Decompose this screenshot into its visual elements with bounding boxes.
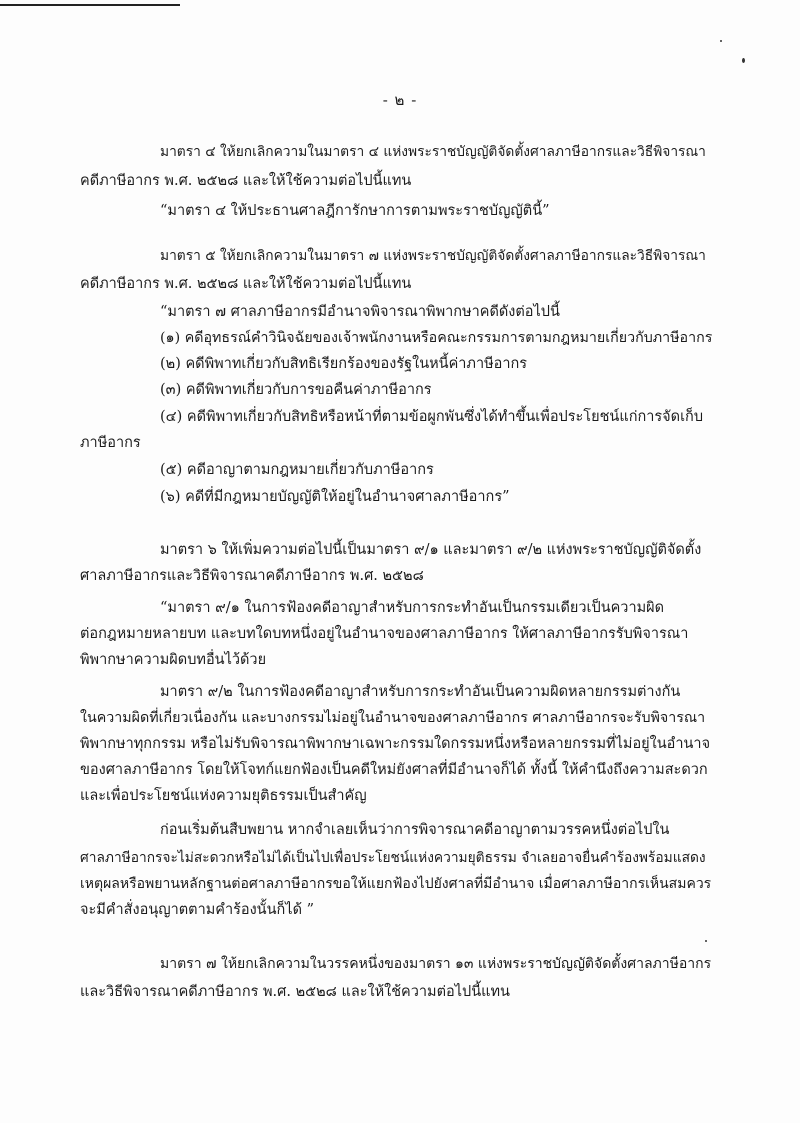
section-6-line-4: ต่อกฎหมายหลายบท และบทใดบทหนึ่งอยู่ในอำนาจของศาลภาษีอากร ให้ศาลภาษีอากรรับพิจารณา bbox=[80, 626, 689, 642]
page-number: - ๒ - bbox=[382, 91, 418, 109]
section-6-line-11: ก่อนเริ่มต้นสืบพยาน หากจำเลยเห็นว่าการพิจารณาคดีอาญาตามวรรคหนึ่งต่อไปใน bbox=[160, 822, 670, 838]
section-5-line-3: “มาตรา ๗ ศาลภาษีอากรมีอำนาจพิจารณาพิพากษาคดีดังต่อไปนี้ bbox=[160, 304, 560, 320]
section-6-line-9: ของศาลภาษีอากร โดยให้โจทก์แยกฟ้องเป็นคดีใหม่ยังศาลที่มีอำนาจก็ได้ ทั้งนี้ ให้คำนึงถึงความสะดวก bbox=[80, 762, 708, 778]
section-6-line-6: มาตรา ๙/๒ ในการฟ้องคดีอาญาสำหรับการกระทำอันเป็นความผิดหลายกรรมต่างกัน bbox=[160, 684, 681, 700]
section-6-line-8: พิพากษาทุกกรรม หรือไม่รับพิจารณาพิพากษาเฉพาะกรรมใดกรรมหนึ่งหรือหลายกรรมที่ไม่อยู่ในอำนาจ bbox=[80, 736, 711, 752]
section-5-item-6: (๖) คดีที่มีกฎหมายบัญญัติให้อยู่ในอำนาจศาลภาษีอากร” bbox=[160, 489, 510, 505]
section-7-line-1: มาตรา ๗ ให้ยกเลิกความในวรรคหนึ่งของมาตรา ๑๓ แห่งพระราชบัญญัติจัดตั้งศาลภาษีอากร bbox=[160, 956, 712, 972]
scan-speck bbox=[742, 58, 745, 63]
section-6-line-10: และเพื่อประโยชน์แห่งความยุติธรรมเป็นสำคัญ bbox=[80, 788, 367, 804]
section-5-item-4-cont: ภาษีอากร bbox=[80, 435, 141, 451]
section-4-line-3: “มาตรา ๔ ให้ประธานศาลฎีการักษาการตามพระราชบัญญัตินี้” bbox=[160, 203, 550, 219]
section-6-line-12: ศาลภาษีอากรจะไม่สะดวกหรือไม่ได้เป็นไปเพื่อประโยชน์แห่งความยุติธรรม จำเลยอาจยื่นคำร้องพร้อมแสดง bbox=[80, 850, 706, 866]
section-5-item-1: (๑) คดีอุทธรณ์คำวินิจฉัยของเจ้าพนักงานหรือคณะกรรมการตามกฎหมายเกี่ยวกับภาษีอากร bbox=[160, 330, 713, 346]
section-5-item-5: (๕) คดีอาญาตามกฎหมายเกี่ยวกับภาษีอากร bbox=[160, 462, 434, 478]
section-6-line-7: ในความผิดที่เกี่ยวเนื่องกัน และบางกรรมไม่อยู่ในอำนาจของศาลภาษีอากร ศาลภาษีอากรจะรับพิจารณา bbox=[80, 710, 706, 726]
section-5-item-4: (๔) คดีพิพาทเกี่ยวกับสิทธิหรือหน้าที่ตามข้อผูกพันซึ่งได้ทำขึ้นเพื่อประโยชน์แก่การจัดเก็บ bbox=[160, 409, 704, 425]
section-7-line-2: และวิธีพิจารณาคดีภาษีอากร พ.ศ. ๒๕๒๘ และให้ใช้ความต่อไปนี้แทน bbox=[80, 984, 510, 1000]
section-4-line-2: คดีภาษีอากร พ.ศ. ๒๕๒๘ และให้ใช้ความต่อไปนี้แทน bbox=[80, 173, 412, 189]
top-rule bbox=[0, 4, 180, 6]
scan-speck bbox=[720, 40, 722, 42]
section-5-line-1: มาตรา ๕ ให้ยกเลิกความในมาตรา ๗ แห่งพระราชบัญญัติจัดตั้งศาลภาษีอากรและวิธีพิจารณา bbox=[160, 248, 706, 264]
section-4-line-1: มาตรา ๔ ให้ยกเลิกความในมาตรา ๔ แห่งพระราชบัญญัติจัดตั้งศาลภาษีอากรและวิธีพิจารณา bbox=[160, 144, 706, 160]
section-6-line-14: จะมีคำสั่งอนุญาตตามคำร้องนั้นก็ได้ ” bbox=[80, 902, 315, 918]
scan-speck bbox=[705, 940, 707, 942]
section-5-item-3: (๓) คดีพิพาทเกี่ยวกับการขอคืนค่าภาษีอากร bbox=[160, 382, 432, 398]
section-5-line-2: คดีภาษีอากร พ.ศ. ๒๕๒๘ และให้ใช้ความต่อไปนี้แทน bbox=[80, 276, 412, 292]
section-6-line-13: เหตุผลหรือพยานหลักฐานต่อศาลภาษีอากรขอให้แยกฟ้องไปยังศาลที่มีอำนาจ เมื่อศาลภาษีอากรเห็นสมควร bbox=[80, 876, 712, 892]
section-6-line-5: พิพากษาความผิดบทอื่นไว้ด้วย bbox=[80, 652, 267, 668]
section-6-line-1: มาตรา ๖ ให้เพิ่มความต่อไปนี้เป็นมาตรา ๙/๑ และมาตรา ๙/๒ แห่งพระราชบัญญัติจัดตั้ง bbox=[160, 542, 702, 558]
section-5-item-2: (๒) คดีพิพาทเกี่ยวกับสิทธิเรียกร้องของรัฐในหนี้ค่าภาษีอากร bbox=[160, 356, 528, 372]
section-6-line-2: ศาลภาษีอากรและวิธีพิจารณาคดีภาษีอากร พ.ศ. ๒๕๒๘ bbox=[80, 568, 424, 584]
section-6-line-3: “มาตรา ๙/๑ ในการฟ้องคดีอาญาสำหรับการกระทำอันเป็นกรรมเดียวเป็นความผิด bbox=[160, 600, 665, 616]
